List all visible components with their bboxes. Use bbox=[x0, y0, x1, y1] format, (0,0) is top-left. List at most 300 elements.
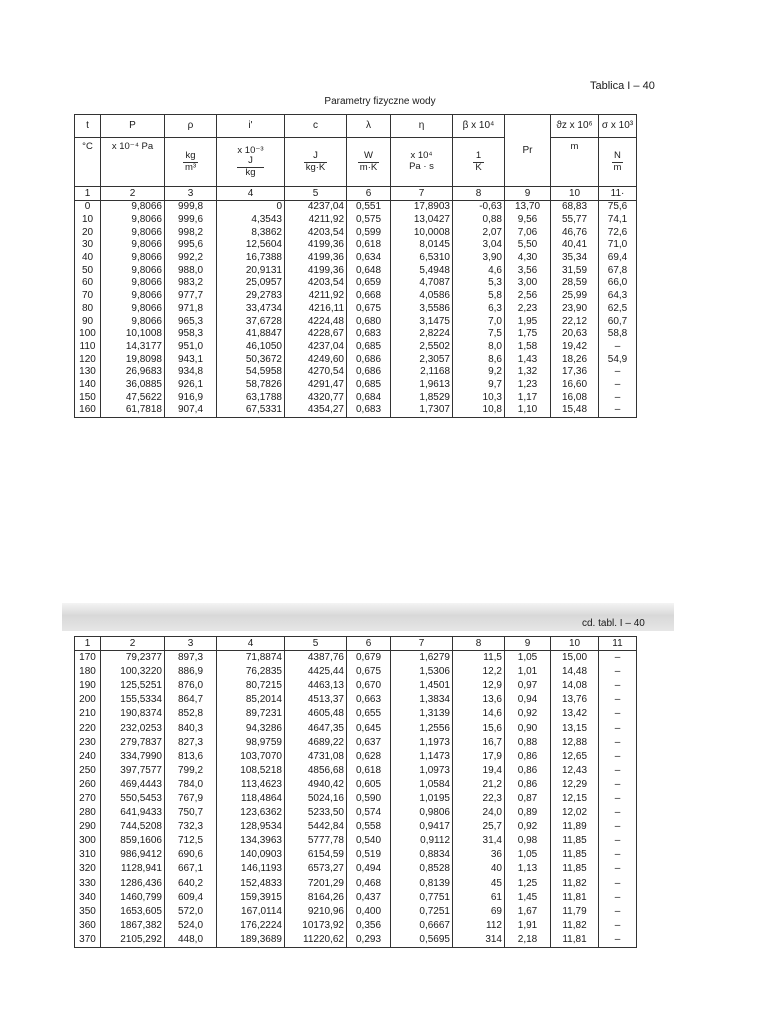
table-row bbox=[75, 721, 637, 735]
table-row bbox=[75, 848, 637, 862]
table-cell: 100 bbox=[75, 328, 101, 341]
table-row bbox=[75, 693, 637, 707]
table-cell: 1,32 bbox=[505, 366, 551, 379]
table-cell: 4237,04 bbox=[285, 201, 347, 214]
column-number-cell: 11 bbox=[599, 637, 637, 651]
table-cell: 0,675 bbox=[347, 665, 391, 679]
table-cell: 8,0145 bbox=[391, 239, 453, 252]
table-cell: 926,1 bbox=[165, 379, 217, 392]
table-cell: 4647,35 bbox=[285, 721, 347, 735]
table-cell: 4605,48 bbox=[285, 707, 347, 721]
table-cell: 270 bbox=[75, 792, 101, 806]
table-cell: 3,56 bbox=[505, 264, 551, 277]
table-cell: 0,356 bbox=[347, 919, 391, 933]
table-cell: 128,9534 bbox=[217, 820, 285, 834]
table-cell: 2,23 bbox=[505, 303, 551, 316]
table-cell: 17,36 bbox=[551, 366, 599, 379]
table-row bbox=[75, 750, 637, 764]
table-cell: 0,618 bbox=[347, 239, 391, 252]
table-cell: 9,8066 bbox=[101, 315, 165, 328]
table-cell: 2,5502 bbox=[391, 341, 453, 354]
table-cell: 3,00 bbox=[505, 277, 551, 290]
table-cell: 4354,27 bbox=[285, 404, 347, 417]
table-cell: 0,685 bbox=[347, 379, 391, 392]
table-cell: 988,0 bbox=[165, 264, 217, 277]
table-cell: 76,2835 bbox=[217, 665, 285, 679]
column-number-cell: 2 bbox=[101, 187, 165, 201]
table-cell: 0,685 bbox=[347, 341, 391, 354]
table-cell: 0,668 bbox=[347, 290, 391, 303]
table-cell: 68,83 bbox=[551, 201, 599, 214]
table-cell: 640,2 bbox=[165, 877, 217, 891]
table-cell: 6,3 bbox=[453, 303, 505, 316]
table-cell: 16,08 bbox=[551, 391, 599, 404]
column-number-cell: 5 bbox=[285, 637, 347, 651]
table-cell: 69,4 bbox=[599, 252, 637, 265]
column-number-cell: 6 bbox=[347, 637, 391, 651]
table-cell: 50 bbox=[75, 264, 101, 277]
table-cell: 7,06 bbox=[505, 226, 551, 239]
table-cell: 998,2 bbox=[165, 226, 217, 239]
table-cell: 0,9112 bbox=[391, 834, 453, 848]
symbol-cell: P bbox=[101, 115, 165, 138]
table-cell: 0,8528 bbox=[391, 862, 453, 876]
column-number-cell: 9 bbox=[505, 637, 551, 651]
table-cell: 799,2 bbox=[165, 764, 217, 778]
table-cell: 1460,799 bbox=[101, 891, 165, 905]
table-cell: 152,4833 bbox=[217, 877, 285, 891]
table-cell: 0,680 bbox=[347, 315, 391, 328]
table-cell: 0,86 bbox=[505, 750, 551, 764]
table-cell: 200 bbox=[75, 693, 101, 707]
table-cell: 41,8847 bbox=[217, 328, 285, 341]
table-cell: 155,5334 bbox=[101, 693, 165, 707]
table-cell: 0,686 bbox=[347, 366, 391, 379]
table-cell: 907,4 bbox=[165, 404, 217, 417]
table-cell: 0,88 bbox=[505, 736, 551, 750]
table-cell: – bbox=[599, 792, 637, 806]
table-cell: 220 bbox=[75, 721, 101, 735]
table-cell: 4731,08 bbox=[285, 750, 347, 764]
table-cell: 11220,62 bbox=[285, 933, 347, 948]
table-cell: 71,8874 bbox=[217, 651, 285, 666]
table-cell: 934,8 bbox=[165, 366, 217, 379]
table-cell: 159,3915 bbox=[217, 891, 285, 905]
table-cell: 4216,11 bbox=[285, 303, 347, 316]
table-cell: 11,85 bbox=[551, 834, 599, 848]
table-cell: 123,6362 bbox=[217, 806, 285, 820]
table-cell: 24,0 bbox=[453, 806, 505, 820]
table-cell: 4228,67 bbox=[285, 328, 347, 341]
table-cell: 230 bbox=[75, 736, 101, 750]
column-number-cell: 11· bbox=[599, 187, 637, 201]
table-cell: 0,92 bbox=[505, 820, 551, 834]
table-cell: 977,7 bbox=[165, 290, 217, 303]
table-cell: 1,6279 bbox=[391, 651, 453, 666]
table-cell: 0,648 bbox=[347, 264, 391, 277]
table-cell: 750,7 bbox=[165, 806, 217, 820]
table-cell: 9,8066 bbox=[101, 239, 165, 252]
table-cell: 5777,78 bbox=[285, 834, 347, 848]
table-cell: 12,29 bbox=[551, 778, 599, 792]
table-cell: 11,82 bbox=[551, 877, 599, 891]
column-number-cell: 1 bbox=[75, 637, 101, 651]
table-cell: 0,8834 bbox=[391, 848, 453, 862]
table-cell: 4,7087 bbox=[391, 277, 453, 290]
table-cell: 110 bbox=[75, 341, 101, 354]
table-cell: 4387,76 bbox=[285, 651, 347, 666]
table-row bbox=[75, 341, 637, 354]
table-cell: 4199,36 bbox=[285, 264, 347, 277]
table-cell: 80 bbox=[75, 303, 101, 316]
table-cell: 8,3862 bbox=[217, 226, 285, 239]
table-cell: 1,4501 bbox=[391, 679, 453, 693]
table-cell: 0,87 bbox=[505, 792, 551, 806]
column-number-cell: 7 bbox=[391, 637, 453, 651]
table-cell: 330 bbox=[75, 877, 101, 891]
column-number-cell: 4 bbox=[217, 187, 285, 201]
table-cell: 0 bbox=[75, 201, 101, 214]
table-cell: – bbox=[599, 379, 637, 392]
table-cell: 28,59 bbox=[551, 277, 599, 290]
table-cell: 0,618 bbox=[347, 764, 391, 778]
unit-cell: x 10⁴ Pa · s bbox=[391, 138, 453, 187]
table-cell: 951,0 bbox=[165, 341, 217, 354]
table-cell: 5,3 bbox=[453, 277, 505, 290]
table-cell: – bbox=[599, 905, 637, 919]
table-cell: 8,0 bbox=[453, 341, 505, 354]
table-cell: 5,8 bbox=[453, 290, 505, 303]
table-cell: 15,00 bbox=[551, 651, 599, 666]
table-cell: – bbox=[599, 736, 637, 750]
table-cell: 310 bbox=[75, 848, 101, 862]
table-cell: 609,4 bbox=[165, 891, 217, 905]
table-cell: 690,6 bbox=[165, 848, 217, 862]
symbol-cell: ρ bbox=[165, 115, 217, 138]
table-cell: 864,7 bbox=[165, 693, 217, 707]
table-cell: 189,3689 bbox=[217, 933, 285, 948]
table-cell: 26,9683 bbox=[101, 366, 165, 379]
table-cell: 1,3139 bbox=[391, 707, 453, 721]
table-cell: 0,645 bbox=[347, 721, 391, 735]
table-cell: 11,82 bbox=[551, 919, 599, 933]
table-cell: 10,8 bbox=[453, 404, 505, 417]
table-cell: – bbox=[599, 891, 637, 905]
table-cell: – bbox=[599, 665, 637, 679]
table-cell: 20,63 bbox=[551, 328, 599, 341]
table-cell: 1,8529 bbox=[391, 391, 453, 404]
table-cell: 19,4 bbox=[453, 764, 505, 778]
table-cell: 1,13 bbox=[505, 862, 551, 876]
table-cell: 4270,54 bbox=[285, 366, 347, 379]
table-cell: 64,3 bbox=[599, 290, 637, 303]
table-cell: 4249,60 bbox=[285, 353, 347, 366]
table-cell: 784,0 bbox=[165, 778, 217, 792]
table-cell: 20,9131 bbox=[217, 264, 285, 277]
table-cell: 5,50 bbox=[505, 239, 551, 252]
table-cell: 320 bbox=[75, 862, 101, 876]
table-cell: 4199,36 bbox=[285, 239, 347, 252]
table-cell: – bbox=[599, 806, 637, 820]
table-cell: 22,3 bbox=[453, 792, 505, 806]
table-cell: 986,9412 bbox=[101, 848, 165, 862]
table-cell: 300 bbox=[75, 834, 101, 848]
table-row bbox=[75, 366, 637, 379]
table-cell: 572,0 bbox=[165, 905, 217, 919]
table-cell: 210 bbox=[75, 707, 101, 721]
table-cell: 12,2 bbox=[453, 665, 505, 679]
table-cell: 4211,92 bbox=[285, 214, 347, 227]
table-cell: 9,8066 bbox=[101, 226, 165, 239]
table-cell: 232,0253 bbox=[101, 721, 165, 735]
table-cell: 140,0903 bbox=[217, 848, 285, 862]
table-cell: 0,5695 bbox=[391, 933, 453, 948]
table-cell: 0,540 bbox=[347, 834, 391, 848]
unit-cell: $\frac{W}{m\cdot K}$ bbox=[347, 138, 391, 187]
table-cell: 13,6 bbox=[453, 693, 505, 707]
symbol-cell: η bbox=[391, 115, 453, 138]
table-row bbox=[75, 877, 637, 891]
table-cell: 12,5604 bbox=[217, 239, 285, 252]
table-cell: 250 bbox=[75, 764, 101, 778]
table-cell: 469,4443 bbox=[101, 778, 165, 792]
table-cell: 1,05 bbox=[505, 651, 551, 666]
table-cell: 90 bbox=[75, 315, 101, 328]
table-cell: 9,7 bbox=[453, 379, 505, 392]
table-cell: 1,05 bbox=[505, 848, 551, 862]
table-cell: 4513,37 bbox=[285, 693, 347, 707]
table-cell: 448,0 bbox=[165, 933, 217, 948]
table-cell: 999,6 bbox=[165, 214, 217, 227]
symbol-cell: λ bbox=[347, 115, 391, 138]
table-cell: 1128,941 bbox=[101, 862, 165, 876]
table-cell: 5024,16 bbox=[285, 792, 347, 806]
table-cell: 7201,29 bbox=[285, 877, 347, 891]
table-cell: 1,9613 bbox=[391, 379, 453, 392]
table-cell: 1,0584 bbox=[391, 778, 453, 792]
table-cell: 1,17 bbox=[505, 391, 551, 404]
table-row bbox=[75, 226, 637, 239]
table-cell: 36,0885 bbox=[101, 379, 165, 392]
table-cell: 47,5622 bbox=[101, 391, 165, 404]
table-cell: 79,2377 bbox=[101, 651, 165, 666]
table-cell: 120 bbox=[75, 353, 101, 366]
table-cell: 2,18 bbox=[505, 933, 551, 948]
table-row bbox=[75, 290, 637, 303]
table-cell: 0,88 bbox=[453, 214, 505, 227]
table-cell: 67,8 bbox=[599, 264, 637, 277]
table-row bbox=[75, 707, 637, 721]
table-cell: 1,58 bbox=[505, 341, 551, 354]
table-cell: 160 bbox=[75, 404, 101, 417]
table-cell: 80,7215 bbox=[217, 679, 285, 693]
table-cell: 2,1168 bbox=[391, 366, 453, 379]
table-cell: 12,65 bbox=[551, 750, 599, 764]
table-cell: 1,0973 bbox=[391, 764, 453, 778]
table-cell: 14,6 bbox=[453, 707, 505, 721]
table-cell: 4856,68 bbox=[285, 764, 347, 778]
table-cell: 4463,13 bbox=[285, 679, 347, 693]
table-row bbox=[75, 820, 637, 834]
table-cell: 0,655 bbox=[347, 707, 391, 721]
table-cell: 0,683 bbox=[347, 328, 391, 341]
unit-cell: x 10⁻⁴ Pa bbox=[101, 138, 165, 187]
table-cell: 0,6667 bbox=[391, 919, 453, 933]
table-cell: 100,3220 bbox=[101, 665, 165, 679]
unit-cell: $\frac{J}{kg\cdot K}$ bbox=[285, 138, 347, 187]
table-cell: 0,494 bbox=[347, 862, 391, 876]
table-cell: 12,15 bbox=[551, 792, 599, 806]
table-cell: 279,7837 bbox=[101, 736, 165, 750]
table-cell: 0,605 bbox=[347, 778, 391, 792]
table-cell: 0,90 bbox=[505, 721, 551, 735]
column-number-cell: 3 bbox=[165, 187, 217, 201]
table-cell: – bbox=[599, 764, 637, 778]
table-cell: 70 bbox=[75, 290, 101, 303]
table-cell: 1,91 bbox=[505, 919, 551, 933]
table-cell: 9,8066 bbox=[101, 201, 165, 214]
table-cell: 744,5208 bbox=[101, 820, 165, 834]
table-cell: 3,1475 bbox=[391, 315, 453, 328]
table-cell: 350 bbox=[75, 905, 101, 919]
table-cell: 13,0427 bbox=[391, 214, 453, 227]
table-cell: 9,8066 bbox=[101, 277, 165, 290]
continuation-label: cd. tabl. I – 40 bbox=[582, 618, 645, 629]
table-cell: 11,85 bbox=[551, 862, 599, 876]
column-number-cell: 9 bbox=[505, 187, 551, 201]
table-row bbox=[75, 806, 637, 820]
table-cell: 19,8098 bbox=[101, 353, 165, 366]
symbol-cell: Pr bbox=[505, 115, 551, 187]
table-cell: 0,437 bbox=[347, 891, 391, 905]
table-row bbox=[75, 919, 637, 933]
column-number-cell: 8 bbox=[453, 637, 505, 651]
table-cell: 11,89 bbox=[551, 820, 599, 834]
table-cell: 1,45 bbox=[505, 891, 551, 905]
table-cell: 4224,48 bbox=[285, 315, 347, 328]
table-cell: 397,7577 bbox=[101, 764, 165, 778]
table-cell: 9,8066 bbox=[101, 303, 165, 316]
table-cell: 11,79 bbox=[551, 905, 599, 919]
column-number-cell: 6 bbox=[347, 187, 391, 201]
table-cell: 550,5453 bbox=[101, 792, 165, 806]
table-cell: 85,2014 bbox=[217, 693, 285, 707]
table-cell: 0,637 bbox=[347, 736, 391, 750]
table-cell: 4203,54 bbox=[285, 277, 347, 290]
table-cell: 1,25 bbox=[505, 877, 551, 891]
table-row bbox=[75, 933, 637, 948]
table-cell: 33,4734 bbox=[217, 303, 285, 316]
table-cell: 15,6 bbox=[453, 721, 505, 735]
table-cell: 14,48 bbox=[551, 665, 599, 679]
table-cell: 14,08 bbox=[551, 679, 599, 693]
table-cell: 3,5586 bbox=[391, 303, 453, 316]
table-cell: 13,15 bbox=[551, 721, 599, 735]
table-cell: 886,9 bbox=[165, 665, 217, 679]
table-cell: – bbox=[599, 721, 637, 735]
table-cell: – bbox=[599, 693, 637, 707]
table-cell: 334,7990 bbox=[101, 750, 165, 764]
table-cell: 150 bbox=[75, 391, 101, 404]
table-cell: 9,56 bbox=[505, 214, 551, 227]
table-cell: 0,94 bbox=[505, 693, 551, 707]
table-row bbox=[75, 252, 637, 265]
table-cell: 31,4 bbox=[453, 834, 505, 848]
table-cell: 4689,22 bbox=[285, 736, 347, 750]
table-cell: 25,0957 bbox=[217, 277, 285, 290]
table-cell: 1,23 bbox=[505, 379, 551, 392]
table-cell: 0,683 bbox=[347, 404, 391, 417]
unit-cell: $\frac{N}{m}$ bbox=[599, 138, 637, 187]
table-cell: 125,5251 bbox=[101, 679, 165, 693]
table-cell: 61 bbox=[453, 891, 505, 905]
table-cell: 190 bbox=[75, 679, 101, 693]
table-cell: 0,7751 bbox=[391, 891, 453, 905]
table-row bbox=[75, 834, 637, 848]
table-cell: 0,634 bbox=[347, 252, 391, 265]
table-cell: 340 bbox=[75, 891, 101, 905]
table-cell: 3,90 bbox=[453, 252, 505, 265]
table-cell: 16,60 bbox=[551, 379, 599, 392]
column-number-cell: 4 bbox=[217, 637, 285, 651]
table-cell: 0,92 bbox=[505, 707, 551, 721]
table-cell: 140 bbox=[75, 379, 101, 392]
table-row bbox=[75, 778, 637, 792]
table-cell: 971,8 bbox=[165, 303, 217, 316]
table-cell: – bbox=[599, 679, 637, 693]
table-cell: 1286,436 bbox=[101, 877, 165, 891]
table-cell: 1653,605 bbox=[101, 905, 165, 919]
table-cell: 16,7 bbox=[453, 736, 505, 750]
table-cell: 2,07 bbox=[453, 226, 505, 239]
table-cell: 641,9433 bbox=[101, 806, 165, 820]
column-number-cell: 3 bbox=[165, 637, 217, 651]
table-cell: 21,2 bbox=[453, 778, 505, 792]
table-cell: 4425,44 bbox=[285, 665, 347, 679]
table-cell: 9,2 bbox=[453, 366, 505, 379]
table-cell: 11,5 bbox=[453, 651, 505, 666]
table-cell: 2,8224 bbox=[391, 328, 453, 341]
table-cell: 13,42 bbox=[551, 707, 599, 721]
table-cell: 29,2783 bbox=[217, 290, 285, 303]
table-cell: 20 bbox=[75, 226, 101, 239]
table-cell: 40 bbox=[75, 252, 101, 265]
table-cell: 8164,26 bbox=[285, 891, 347, 905]
table-cell: 118,4864 bbox=[217, 792, 285, 806]
table-cell: 370 bbox=[75, 933, 101, 948]
table-cell: 60,7 bbox=[599, 315, 637, 328]
table-cell: 0,590 bbox=[347, 792, 391, 806]
table-row bbox=[75, 379, 637, 392]
table-cell: 9,8066 bbox=[101, 264, 165, 277]
table-cell: 958,3 bbox=[165, 328, 217, 341]
table-cell: 61,7818 bbox=[101, 404, 165, 417]
table-cell: 4237,04 bbox=[285, 341, 347, 354]
column-number-row bbox=[75, 637, 637, 651]
table-cell: 103,7070 bbox=[217, 750, 285, 764]
table-cell: 13,76 bbox=[551, 693, 599, 707]
table-cell: 0,89 bbox=[505, 806, 551, 820]
table-cell: 859,1606 bbox=[101, 834, 165, 848]
table-cell: 1,43 bbox=[505, 353, 551, 366]
column-number-row bbox=[75, 187, 637, 201]
table-cell: 11,81 bbox=[551, 891, 599, 905]
table-cell: 260 bbox=[75, 778, 101, 792]
table-cell: 6573,27 bbox=[285, 862, 347, 876]
table-cell: 0,670 bbox=[347, 679, 391, 693]
table-cell: 1867,382 bbox=[101, 919, 165, 933]
table-cell: 10,1008 bbox=[101, 328, 165, 341]
